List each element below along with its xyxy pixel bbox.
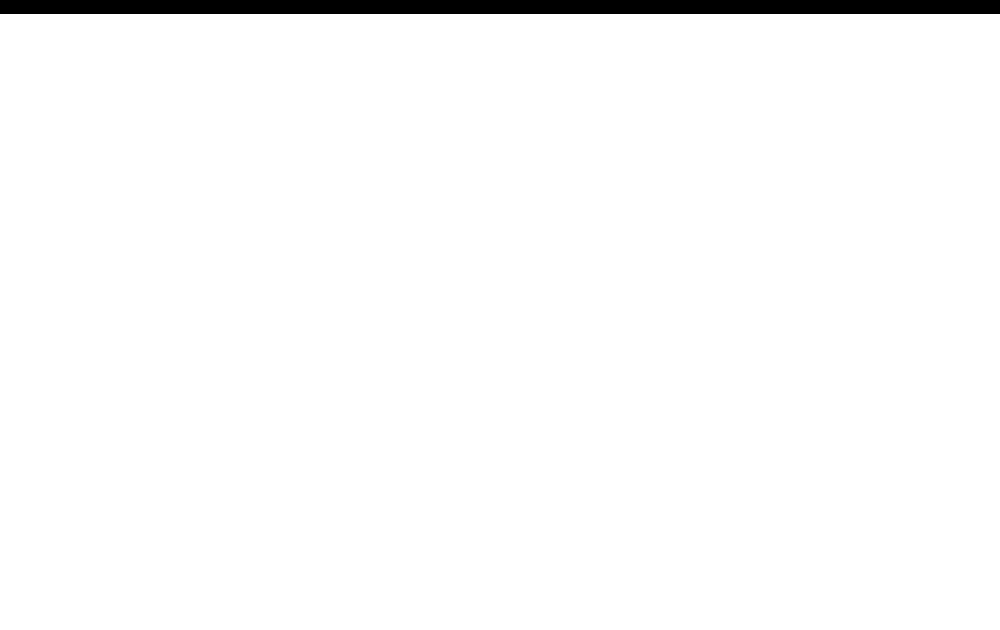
page-title — [0, 0, 1000, 14]
